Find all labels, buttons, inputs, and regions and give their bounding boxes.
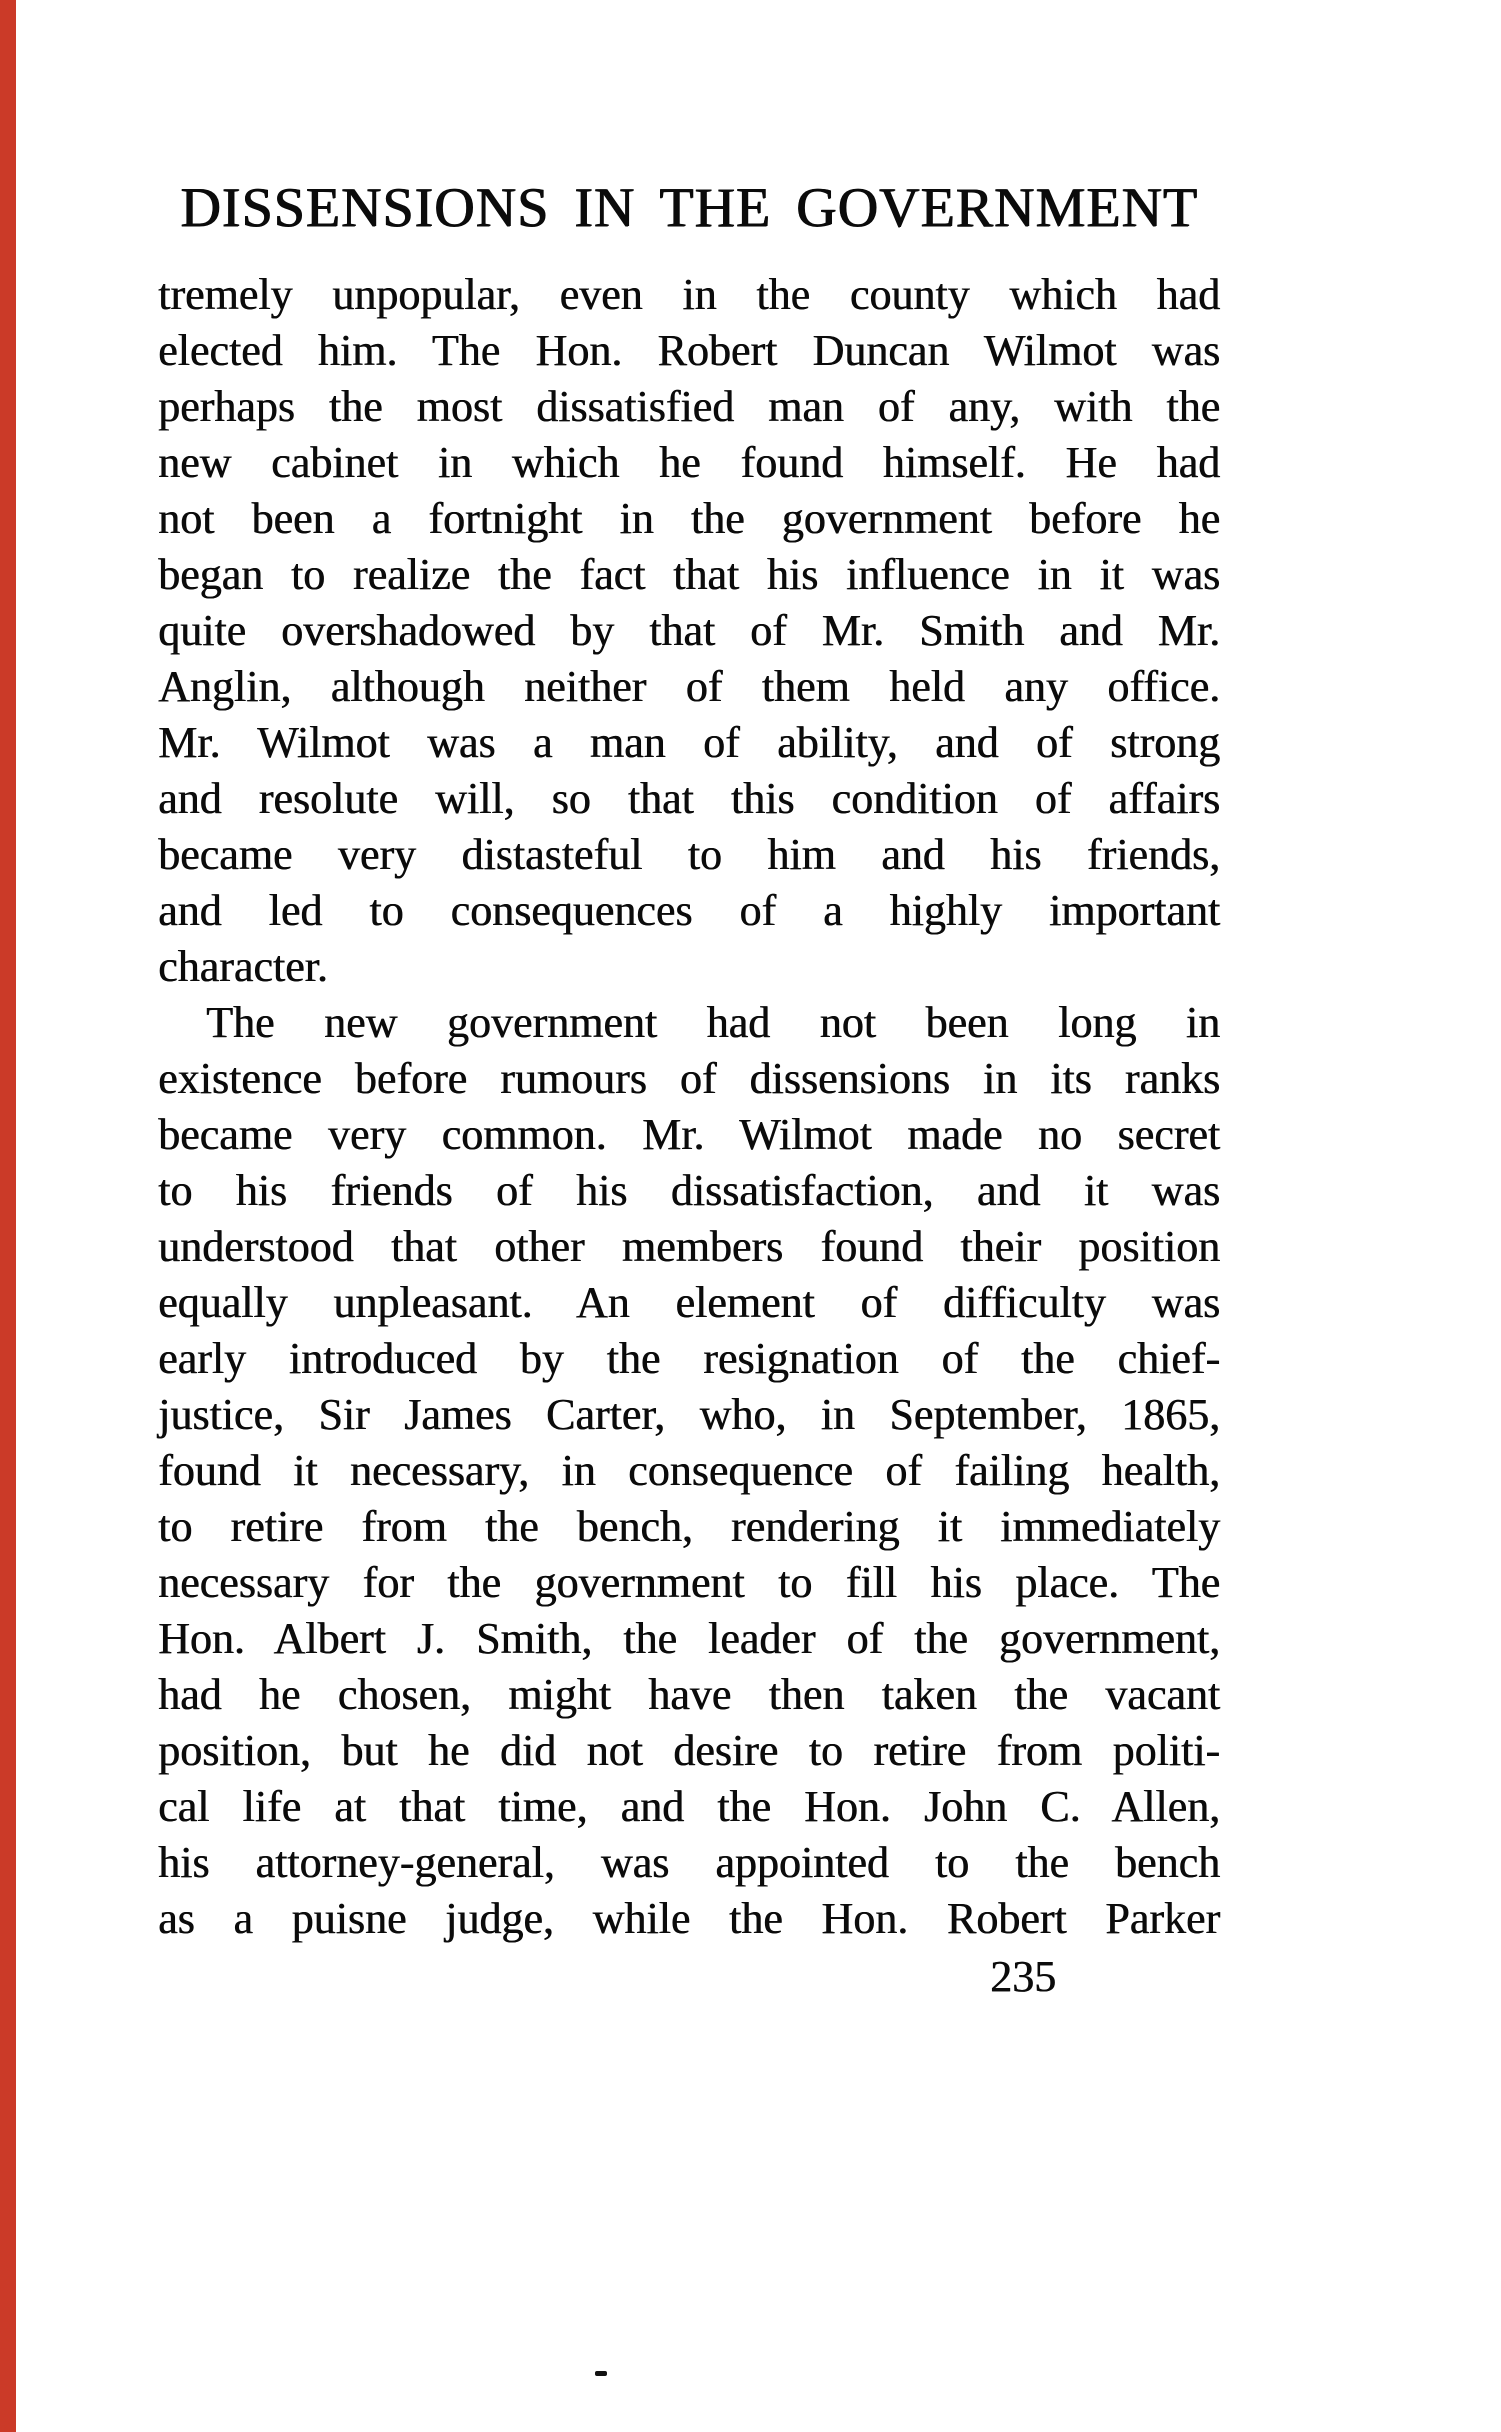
text-line: became very distasteful to him and his friends, [158,830,1220,879]
text-line: became very common. Mr. Wilmot made no secret [158,1110,1220,1159]
text-line: cal life at that time, and the Hon. John C. Allen, [158,1782,1220,1831]
text-line: tremely unpopular, even in the county which had [158,270,1220,319]
text-line: character. [158,942,328,991]
text-line: perhaps the most dissatisfied man of any, with the [158,382,1220,431]
text-line: position, but he did not desire to retire from politi- [158,1726,1220,1775]
text-line: quite overshadowed by that of Mr. Smith and Mr. [158,606,1220,655]
text-line: to retire from the bench, rendering it immediately [158,1502,1220,1551]
text-line: his attorney-general, was appointed to the bench [158,1838,1220,1887]
text-line: found it necessary, in consequence of failing health, [158,1446,1220,1495]
ink-speck [595,2371,607,2376]
text-line: equally unpleasant. An element of difficulty was [158,1278,1220,1327]
text-line: The new government had not been long in [206,998,1220,1047]
text-line: early introduced by the resignation of the chief- [158,1334,1220,1383]
book-edge-stripe [0,0,16,2432]
text-line: and resolute will, so that this condition of affairs [158,774,1220,823]
text-line: to his friends of his dissatisfaction, and it was [158,1166,1220,1215]
text-line: not been a fortnight in the government before he [158,494,1220,543]
page-number: 235 [990,1952,1056,2001]
text-line: as a puisne judge, while the Hon. Robert Parker [158,1894,1220,1943]
text-line: Mr. Wilmot was a man of ability, and of strong [158,718,1220,767]
text-line: understood that other members found their position [158,1222,1220,1271]
text-line: existence before rumours of dissensions in its ranks [158,1054,1220,1103]
text-line: Anglin, although neither of them held any office. [158,662,1220,711]
text-line: elected him. The Hon. Robert Duncan Wilmot was [158,326,1220,375]
page-body-text [158,267,1220,1947]
running-header: DISSENSIONS IN THE GOVERNMENT [180,177,1198,239]
text-line: and led to consequences of a highly important [158,886,1220,935]
text-line: Hon. Albert J. Smith, the leader of the government, [158,1614,1220,1663]
text-line: began to realize the fact that his influence in it was [158,550,1220,599]
text-line: had he chosen, might have then taken the vacant [158,1670,1220,1719]
text-line: necessary for the government to fill his place. The [158,1558,1220,1607]
text-line: justice, Sir James Carter, who, in September, 1865, [158,1390,1220,1439]
text-line: new cabinet in which he found himself. He had [158,438,1220,487]
